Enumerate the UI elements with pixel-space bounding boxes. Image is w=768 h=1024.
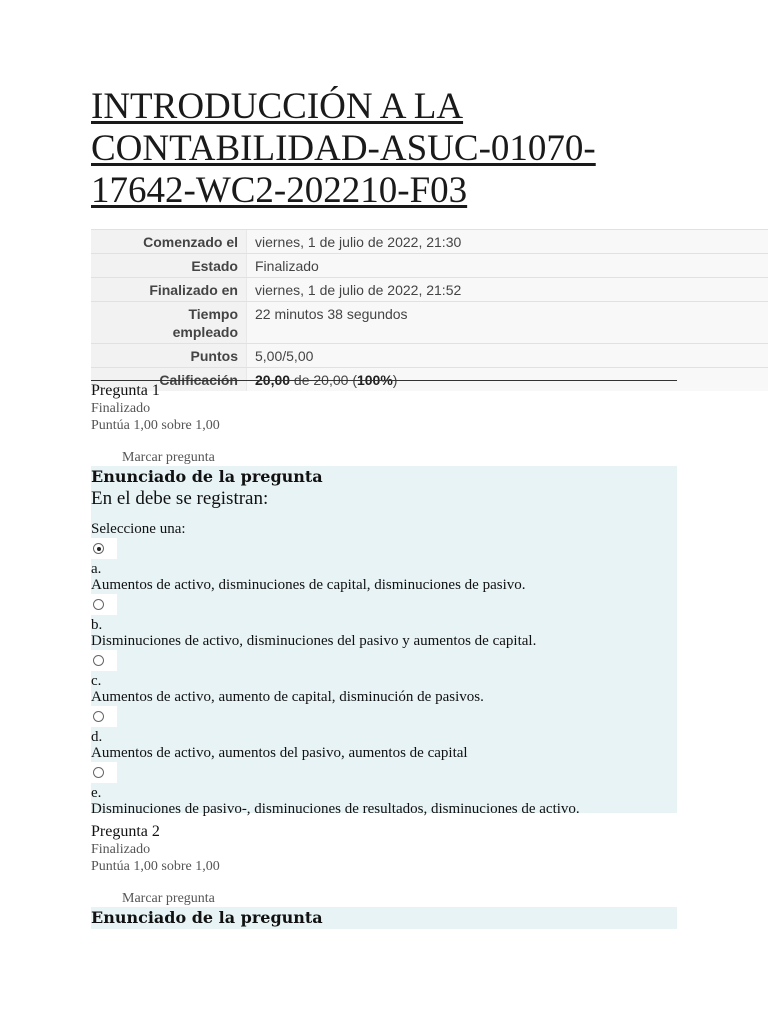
grade-mid: de 20,00 ( — [290, 372, 357, 388]
summary-label — [91, 302, 246, 343]
summary-label: Calificación — [91, 368, 246, 391]
answer-option[interactable] — [91, 594, 677, 650]
summary-value: Finalizado — [246, 254, 768, 277]
answer-option[interactable] — [91, 762, 677, 818]
option-letter: a. — [91, 561, 102, 577]
option-text: Disminuciones de pasivo-, disminuciones de resultados, disminuciones de activo. — [91, 801, 580, 817]
radio-button-selected[interactable] — [93, 543, 104, 554]
question-content — [91, 907, 677, 929]
flag-question-link[interactable]: Marcar pregunta — [122, 450, 215, 465]
question-number: Pregunta 2 — [91, 823, 160, 840]
attempt-summary-table — [91, 229, 768, 391]
summary-label: Comenzado el — [91, 230, 246, 253]
option-letter: d. — [91, 729, 103, 745]
radio-button[interactable] — [93, 711, 104, 722]
option-letter: e. — [91, 785, 102, 801]
question-state: Finalizado — [91, 842, 151, 857]
summary-row-time — [91, 301, 768, 343]
page-title-line: INTRODUCCIÓN A LA — [91, 86, 464, 127]
question-info — [91, 823, 391, 907]
option-text: Aumentos de activo, aumentos del pasivo, aumentos de capital — [91, 745, 468, 761]
grade-score: 20,00 — [255, 372, 291, 388]
question-grade: Puntúa 1,00 sobre 1,00 — [91, 418, 220, 433]
question-number: Pregunta 1 — [91, 382, 160, 399]
summary-value: viernes, 1 de julio de 2022, 21:52 — [246, 278, 768, 301]
radio-container[interactable] — [91, 594, 117, 615]
radio-button[interactable] — [93, 767, 104, 778]
page-title-line: 17642-WC2-202210-F03 — [91, 170, 468, 211]
summary-label: Finalizado en — [91, 278, 246, 301]
answer-option[interactable] — [91, 650, 677, 706]
question-content — [91, 466, 677, 817]
answer-option[interactable] — [91, 538, 677, 594]
question-info — [91, 382, 391, 466]
answer-option[interactable] — [91, 706, 677, 762]
summary-label-line: empleado — [172, 324, 238, 340]
option-text: Aumentos de activo, disminuciones de capital, disminuciones de pasivo. — [91, 577, 526, 593]
option-letter: b. — [91, 617, 103, 633]
answer-prompt: Seleccione una: — [91, 521, 186, 537]
question-text: En el debe se registran: — [91, 488, 269, 509]
option-text: Aumentos de activo, aumento de capital, disminución de pasivos. — [91, 689, 484, 705]
grade-end: ) — [392, 372, 398, 388]
option-letter: c. — [91, 673, 102, 689]
summary-row-marks — [91, 343, 768, 367]
question-grade: Puntúa 1,00 sobre 1,00 — [91, 859, 220, 874]
radio-container[interactable] — [91, 538, 117, 559]
summary-row-state — [91, 253, 768, 277]
question-state: Finalizado — [91, 401, 151, 416]
radio-button[interactable] — [93, 655, 104, 666]
option-text: Disminuciones de activo, disminuciones del pasivo y aumentos de capital. — [91, 633, 537, 649]
radio-container[interactable] — [91, 706, 117, 727]
grade-percent: 100% — [356, 372, 393, 388]
summary-label-line: Tiempo — [188, 306, 238, 322]
summary-label: Estado — [91, 254, 246, 277]
radio-button[interactable] — [93, 599, 104, 610]
summary-row-finished — [91, 277, 768, 301]
question-heading: Enunciado de la pregunta — [91, 467, 323, 486]
radio-container[interactable] — [91, 762, 117, 783]
question-heading: Enunciado de la pregunta — [91, 908, 323, 927]
radio-container[interactable] — [91, 650, 117, 671]
summary-value: 22 minutos 38 segundos — [246, 302, 768, 343]
summary-value: viernes, 1 de julio de 2022, 21:30 — [246, 230, 768, 253]
page-title — [91, 86, 691, 212]
flag-question-link[interactable]: Marcar pregunta — [122, 891, 215, 906]
summary-value: 5,00/5,00 — [246, 344, 768, 367]
page-title-line: CONTABILIDAD-ASUC-01070- — [91, 128, 596, 169]
summary-row-started — [91, 229, 768, 253]
summary-divider — [91, 380, 677, 381]
summary-label: Puntos — [91, 344, 246, 367]
